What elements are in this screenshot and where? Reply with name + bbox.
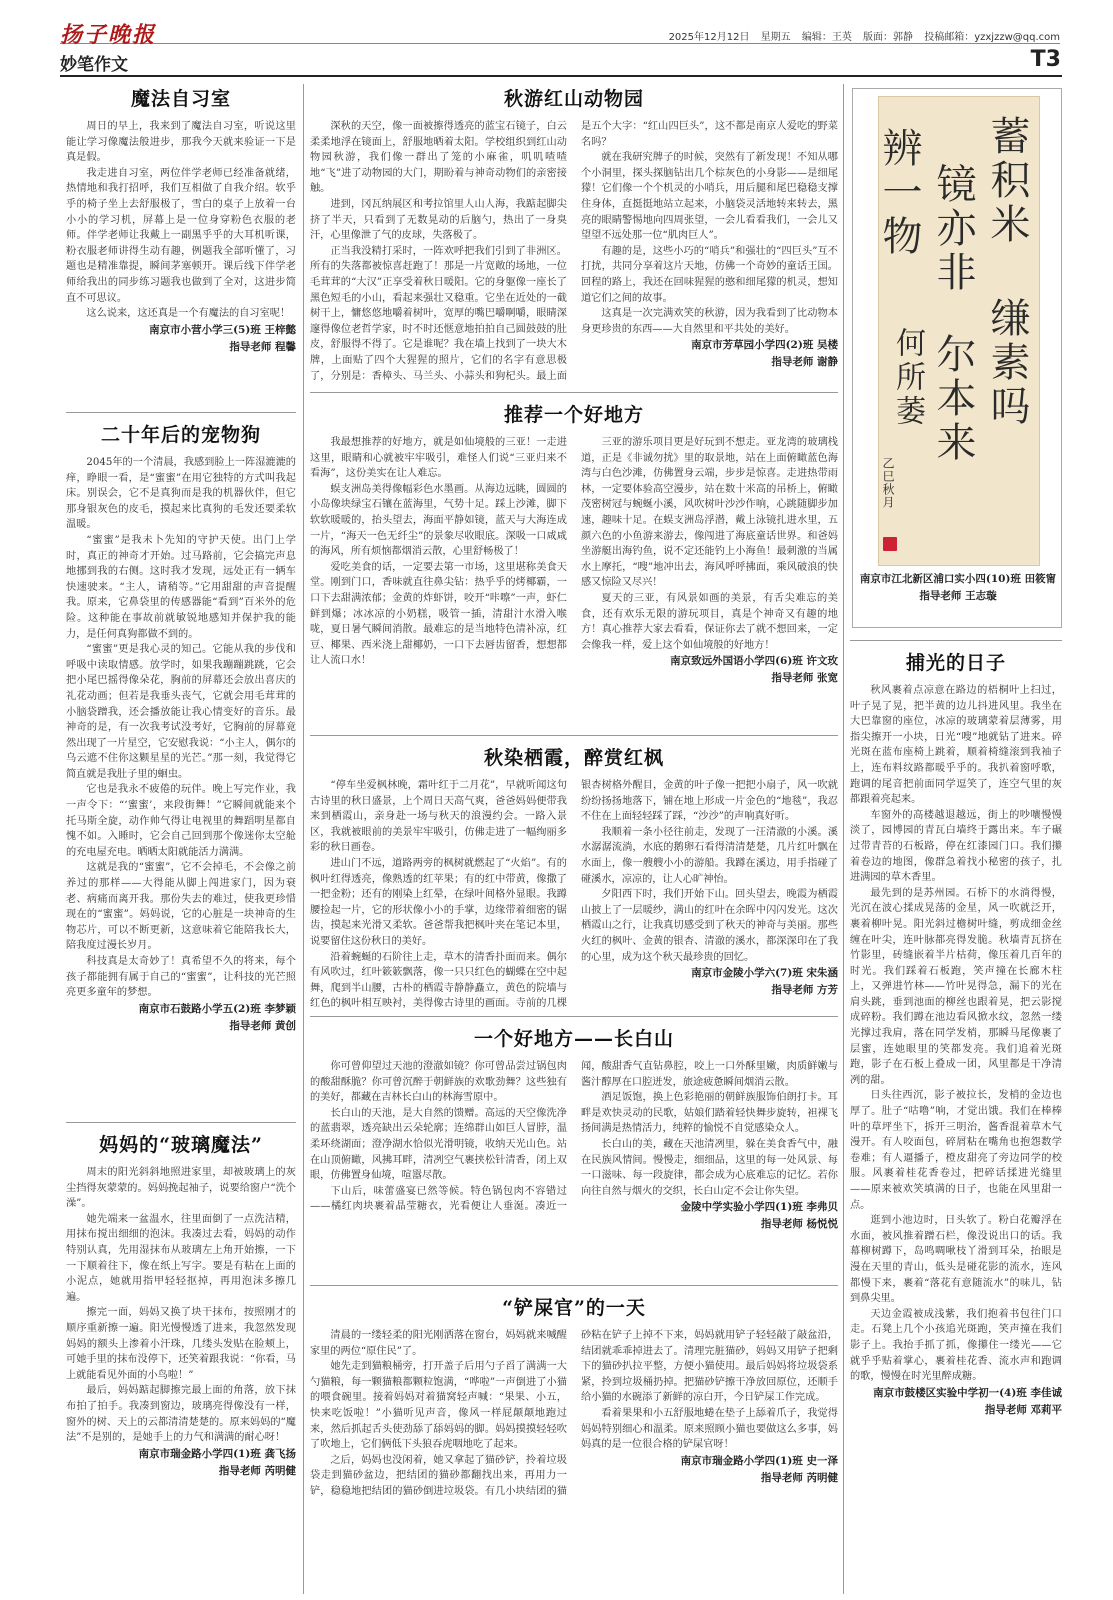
article-title: 妈妈的“玻璃魔法” (99, 1134, 263, 1156)
paragraph: 之后，妈妈也没闲着，她又拿起了猫砂铲，拎着垃圾袋走到猫砂盆边，把结团的猫砂都翻找出来，再用力一铲，稳稳地把结团的猫砂倒进垃圾袋。有几小块结团的猫砂粘在铲子上掉不下来，妈妈就用铲子轻轻敲了敲盆沿，结团就乖乖掉进去了。清理完脏猫砂，妈妈又用铲子把剩下的猫砂扒拉平整，方便小猫使用。最后妈妈将垃圾袋系紧，拎到垃圾桶扔掉。把猫砂铲擦干净放回原位，还顺手给小猫的水碗添了新鲜的凉白开，今日铲屎工作完成。 (310, 1330, 838, 1497)
paragraph: 这么说来，这还真是一个有魔法的自习室呢！ (86, 308, 291, 320)
article-body (66, 455, 296, 1001)
paragraph: 科技真是太奇妙了！真希望不久的将来，每个孩子都能拥有属于自己的“蜜蜜”，让科技的光芒照亮更多童年的梦想。 (66, 956, 296, 999)
paragraph: 日头往西沉，影子被拉长，发梢的金边也厚了。肚子“咕噜”响，才觉出饿。我们在棒棒叶的草坪坐下，拆开三明治，酱香混着草木气漫开。有人咬面包，碎屑粘在嘴角也抱怨数学卷难；有人逼播子，橙皮甜亮了旁边同学的校服。风裹着桂花香卷过，把碎话揉进光缝里——原来被欢笑填满的日子，也能在风里甜一点。 (850, 1090, 1062, 1211)
paragraph: 蜈支洲岛美得像幅彩色水墨画。从海边远眺，圆圆的小岛像块绿宝石镶在蓝海里，气势十足。踩上沙滩，脚下软软暖暖的，抬头望去，海面平静如镜，蓝天与大海连成一片，“海天一色无纤尘”的景象尽收眼底。深吸一口咸咸的海风，所有烦恼都烟消云散，心里舒畅极了！ (310, 483, 567, 558)
paragraph: “蜜蜜”更是我心灵的知己。它能从我的步伐和呼吸中读取情感。放学时，如果我蹦蹦跳跳，它会把小尾巴摇得像朵花，胸前的屏幕还会放出喜庆的礼花动画；但若是我垂头丧气，它就会用毛茸茸的小脑袋蹭我，还会播放能让我心情变好的音乐。最神奇的是，有一次我考试没考好，它胸前的屏幕竟然出现了一片星空，它安慰我说：“小主人，偶尔的乌云遮不住你这颗星星的光芒。”那一刻，我觉得它简直就是我肚子里的蛔虫。 (66, 644, 296, 780)
guide-teacher: 指导老师 程馨 (229, 340, 296, 353)
article-separator (310, 1016, 838, 1017)
paragraph: 最先到的是苏州园。石桥下的水淌得慢，光沉在波心揉成晃荡的金星，风一吹就泛开，裹着柳叶晃。阳光斜过檐树叶缝，剪成细金丝缠在叶尖，连叶脉都亮得发脆。秋墙青瓦挤在竹影里，砖缝嵌着半片枯荷，像压着几百年的时光。我们踩着石板跑，笑声撞在长廊木柱上，又弹进竹林——竹叶晃得急，漏下的光在肩头跳，垂到池面的柳丝也跟着晃，把云影搅成碎粉。我们蹲在池边看风掀水纹，忽然一缕光撑过我肩，落在同学发梢，那瞬马尾像裹了层蜜，连她眼里的笑都发亮。我们追着光斑跑，影子在石板上叠成一团，风里都是干净清冽的甜。 (850, 887, 1062, 1086)
article-title: 秋游红山动物园 (503, 88, 644, 110)
guide-teacher: 指导老师 芮明健 (760, 1471, 838, 1484)
article-body (66, 119, 296, 322)
article-separator (66, 412, 296, 413)
paragraph: 进到，冈瓦纳展区和考拉馆里人山人海，我踮起脚尖挤了半天，只看到了无数晃动的后脑勺，热出了一身臭汗，心里像泄了气的皮球，失落极了。 (310, 198, 567, 242)
article-hongshan-zoo (310, 84, 838, 388)
article-body (310, 778, 838, 1012)
paragraph: 看着果果和小五舒服地蜷在垫子上舔着爪子，我觉得妈妈特别细心和温柔。原来照顾小猫也要做这么多事，妈妈真的是一位很合格的铲屎官呀！ (581, 1407, 838, 1451)
paragraph: 她先端来一盆温水，往里面倒了一点洗洁精，用抹布搅出细细的泡沫。我凑过去看，妈妈的动作特别认真，先用湿抹布从玻璃左上角开始擦，一下一下顺着往下，像在纸上写字。要是有粘在上面的小泥点，她就用指甲轻轻抠掉，再用泡沫多擦几遍。 (66, 1213, 296, 1303)
article-body (850, 683, 1062, 1385)
paragraph: 逛到小池边时，日头软了。粉白花瓣浮在水面，被风推着蹭石栏，像没说出口的话。我幕柳树蹲下，岛鸣啁啾枝丫滑到耳朵，抬眼是漫在天里的青山，低头是碰花影的流水，连风都慢下来，裹着“落花有意随流水”的味儿，钻到鼻尖里。 (850, 1215, 1062, 1305)
article-title: 秋染栖霞，醉赏红枫 (483, 747, 664, 769)
paragraph: 酒足饭饱，换上色彩艳丽的朝鲜族服饰伯朗打卡。耳畔是欢快灵动的民歌，姑娘们踏着轻快舞步旋转，袒裸飞扬间满是热情活力，纯粹的愉悦不自觉感染众人。 (581, 1092, 838, 1135)
paragraph: 夕阳西下时，我们开始下山。回头望去，晚霞为栖霞山披上了一层暖纱，满山的红叶在余晖中闪闪发光。这次栖霞山之行，让我真切感受到了秋天的神奇与美丽。那些火红的枫叶、金黄的银杏、清澈的溪水，都深深印在了我的心里，成为这个秋天最珍贵的回忆。 (581, 889, 838, 963)
article-recommend-sanya (310, 400, 838, 731)
paragraph: “停车坐爱枫林晚，霜叶红于二月花”，早就听闻这句古诗里的秋日盛景，上个周日天高气爽，爸爸妈妈便带我来到栖霞山，亲身赴一场与秋天的浪漫约会。一路入景区，我就被眼前的美景牢牢吸引，仿佛走进了一幅绚丽多彩的秋日画卷。 (310, 780, 567, 854)
article-cat-keeper-day (310, 1293, 838, 1596)
calligraphy-column: 辨一物 (876, 127, 922, 259)
calligraphy-column: 尔本来 (930, 333, 976, 465)
article-qixia-red-maple (310, 743, 838, 1013)
author-school: 南京市小营小学三(5)班 王梓懿 (149, 323, 296, 336)
article-body (310, 435, 838, 687)
article-separator (66, 1122, 296, 1123)
calligraphy-column: 蓄积米 (984, 115, 1030, 247)
guide-teacher: 指导老师 邓莉平 (984, 1403, 1062, 1416)
paragraph: 进山门不远，道路两旁的枫树就燃起了“火焰”。有的枫叶红得透亮，像熟透的红苹果；有的红中带黄，像撒了一把金粉；还有的刚染上红晕，在绿叶间格外显眼。我蹲腰捡起一片，它的形状像小小的手掌，边缘带着细密的锯齿，摸起来光滑又柔软。爸爸帮我把枫叶夹在笔记本里，说要留住这份秋日的美好。 (310, 857, 567, 947)
article-title: 一个好地方——长白山 (473, 1028, 674, 1050)
issue-weekday: 星期五 (760, 32, 791, 43)
paragraph: 三亚的游乐项目更是好玩到不想走。亚龙湾的玻璃栈道，正是《非诚勿扰》里的取景地，站在上面俯瞰蓝色海湾与白色沙滩，仿佛置身云端，步步是惊喜。走进热带雨林，一定要体验高空漫步，站在数十米高的吊桥上，俯瞰茂密树冠与蜿蜒小溪，风吹树叶沙沙作响，心跳随脚步加速，趣味十足。在蜈支洲岛浮潜，戴上泳镜扎进水里，五颜六色的小鱼游来游去，像闯进了海底童话世界。和爸妈坐游艇出海钓鱼，说不定还能钓上小海鱼！最刺激的当属水上摩托，“嗖”地冲出去，海风呼呼拂面，乘风破浪的快感又惊险又尽兴！ (581, 437, 838, 589)
author-school: 南京市金陵小学六(7)班 宋朱涵 (691, 967, 838, 980)
article-title: 二十年后的宠物狗 (100, 424, 261, 446)
page-number: T3 (1030, 47, 1061, 72)
paragraph: 下山后，味蕾盛宴已然等候。特色锅包肉不容错过——橘红肉块裹着晶莹糖衣，光看便让人垂涎。凑近一闻，酸甜香气直钻鼻腔，咬上一口外酥里嫩，肉质鲜嫩与酱汁醇厚在口腔迸发，旅途疲惫瞬间烟消云散。 (310, 1061, 838, 1213)
paragraph: 我最想推荐的好地方，就是如仙境般的三亚！一走进这里，眼睛和心就被牢牢吸引，难怪人们说“三亚归来不看海”，这份美实在让人难忘。 (310, 437, 567, 480)
calligraphy-column: 缣素吗 (984, 297, 1030, 429)
calligraphy-artwork (852, 88, 1062, 628)
article-catching-light (850, 648, 1062, 1596)
article-body (66, 1165, 296, 1446)
paragraph: 有趣的是，这些小巧的“哨兵”和强壮的“四巨头”互不打扰，共同分享着这片天地，仿佛一个奇妙的童话王国。回程的路上，我还在回味猩猩的憨和细尾獴的机灵，想知道它们之间的故事。 (581, 245, 838, 304)
paragraph: 正当我没精打采时，一阵欢呼把我们引到了非洲区。所有的失落都被惊喜赶跑了！那是一片宽敞的场地，一位毛茸茸的“大汉”正享受着秋日暖阳。它的身躯像一座长了黑色短毛的小山，看起来强壮又稳重。它坐在近处的一截树干上，慵悠悠地嚼着树叶，宽厚的嘴巴嚼啊嚼，眼睛深邃得像位老哲学家，时不时还惬意地拍拍自己圆鼓鼓的肚皮，舒服得不得了。它是谁呢？我在墙上找到了一块大木牌，上面贴了四个大猩猩的照片，它们的名字有意思极了，分别是：香樟头、马兰头、小蒜头和狗杞头。最上面是五个大字：“红山四巨头”，这不都是南京人爱吃的野菜名吗？ (310, 121, 838, 382)
calligraphy-caption (853, 571, 1063, 605)
author-school: 南京市瑞金路小学四(1)班 龚飞扬 (138, 1447, 296, 1460)
paragraph: 她先走到猫粮桶旁，打开盖子后用勺子舀了满满一大勺猫粮，每一颗猫粮都颗粒饱满，“哗啦”一声倒进了小猫的喂食碗里。接着妈妈对着猫窝轻声喊：“果果、小五，快来吃饭啦！”小猫听见声音，像风一样屁颠颠地跑过来，然后抓起舌头使劲舔了舔妈妈的脚。妈妈摸摸轻轻吹了吹地上，它们俩低下头狼吞虎咽地吃了起来。 (310, 1361, 567, 1451)
guide-teacher: 指导老师 方芳 (771, 984, 838, 997)
paragraph: 它也是我永不疲倦的玩伴。晚上写完作业，我一声令下：“‘蜜蜜’，来段街舞！”它瞬间就能来个托马斯全旋，动作帅气得让电视里的舞蹈明星都自愧不如。入睡时，它会自己回到那个像迷你太空舱的充电屋充电。晒晒太阳就能活力满满。 (66, 784, 296, 858)
section-title: 妙笔作文 (60, 55, 128, 75)
paragraph: 擦完一面，妈妈又换了块干抹布，按照刚才的顺序重新擦一遍。阳光慢慢透了进来，我忽然发现妈妈的额头上渗着小汗珠，几缕头发贴在脸颊上，可她手里的抹布没停下，还笑着跟我说：“你看，马上就能看见外面的小鸟啦！” (66, 1307, 296, 1381)
paragraph: 长白山的天池，是大自然的馈赠。高远的天空像洗净的蓝翡翠，透亮缺出云朵轮廓；连绵群山如巨人冒脖，温柔环绕湖面；澄净湖水恰似光滑明镜，收纳天光山色。站在山顶俯瞰，风拂耳畔，清冽空气裹挟松针清香，闭上双眼，仿佛置身仙境，喧嚣尽散。 (310, 1107, 567, 1182)
paragraph: 长白山的美，藏在天池清冽里，躲在美食香气中，融在民族风情间。慢慢走，细细品，这里的每一处风景、每一口滋味、每一段旋律，都会成为心底难忘的记忆。若你向往自然与烟火的交织，长白山定不会让你失望。 (581, 1138, 838, 1197)
header-rule (60, 75, 1062, 77)
masthead (60, 18, 1060, 48)
calligraphy-scroll (878, 96, 1040, 566)
newspaper-logo: 扬子晚报 (60, 22, 157, 48)
paragraph: 最后，妈妈踮起脚擦完最上面的角落，放下抹布拍了拍手。我凑到窗边，玻璃亮得像没有一样，窗外的树、天上的云都清清楚楚的。原来妈妈的“魔法”不是别的，是她手上的力气和满满的耐心呀！ (66, 1385, 296, 1444)
article-separator (850, 640, 1062, 641)
article-changbai-mountain (310, 1024, 838, 1282)
paragraph: 车窗外的高楼越退越远，街上的吵嚷慢慢淡了，园博园的青瓦白墙终于露出来。车子碾过带青苔的石板路，停在红漆园门口。我们攥着卷边的地图，像群急着找小秘密的孩子，扎进满园的草木香里。 (850, 809, 1062, 884)
editor-credit: 编辑：王英 (801, 32, 852, 43)
article-separator (310, 392, 838, 393)
author-school: 南京市石鼓路小学五(2)班 李梦颖 (138, 1002, 296, 1015)
paragraph: 2045年的一个清晨，我感到脸上一阵湿漉漉的痒，睁眼一看，是“蜜蜜”在用它独特的方式叫我起床。别误会，它不是真狗而是我的机器伙伴，但它那身银灰色的皮毛，摸起来比真狗的毛发还要柔软温暖。 (66, 457, 296, 531)
author-school: 南京致远外国语小学四(6)班 许文玫 (670, 655, 838, 668)
guide-teacher: 指导老师 王志璇 (919, 590, 997, 602)
paragraph: 沿着蜿蜒的石阶往上走，草木的清香扑面而来。偶尔有风吹过，红叶簌簌飘落，像一只只红色的蝴蝶在空中起舞，爬到半山腰，古朴的栖霞寺静静矗立，黄色的院墙与红色的枫叶相互映衬，美得像古诗里的画面。寺前的几棵银杏树格外醒目，金黄的叶子像一把把小扇子，风一吹就纷纷扬扬地落下，铺在地上形成一片金色的“地毯”，我忍不住在上面轻轻踩了踩，“沙沙”的声响真好听。 (310, 780, 838, 1010)
column-divider (843, 84, 844, 1594)
paragraph: 就在我研究牌子的时候，突然有了新发现！不知从哪个小洞里，探头探脑钻出几个棕灰色的小身影——是细尾獴！它们像一个个机灵的小哨兵，用后腿和尾巴稳稳支撑住身体，直挺挺地站立起来，小脑袋灵活地转来转去，黑亮的眼睛警惕地向四周张望，一会儿看看我们，一会儿又望望不远处那一位“肌肉巨人”。 (581, 152, 838, 242)
author-school: 南京市鼓楼区实验中学初一(4)班 李佳诚 (873, 1386, 1062, 1399)
masthead-meta (661, 28, 1060, 43)
author-school: 南京市江北新区浦口实小四(10)班 田筱甯 (859, 573, 1057, 585)
article-body (310, 1328, 838, 1500)
calligraphy-inscription: 乙巳秋月 (881, 457, 895, 509)
paragraph: 这真是一次完满欢笑的秋游，因为我看到了比动物本身更珍贵的东西——大自然里和平共处的美好。 (581, 308, 838, 335)
paragraph: 这就是我的“蜜蜜”，它不会掉毛，不会像之前养过的那样——大得能从脚上闯进家门，因为衰老、病痛而离开我。那份失去的难过，使我更珍惜现在的“蜜蜜”。妈妈说，它的心脏是一块神奇的生物芯片，可以不断更新，这意味着它能陪我长大，陪我度过漫长岁月。 (66, 862, 296, 952)
author-school: 南京市瑞金路小学四(1)班 史一泽 (680, 1454, 838, 1467)
article-title: 推荐一个好地方 (503, 404, 644, 426)
article-mom-glass-magic (66, 1130, 296, 1596)
paragraph: 我顺着一条小径往前走，发现了一汪清澈的小溪。溪水潺潺流淌，水底的鹅卵石看得清清楚楚，几片红叶飘在水面上，像一艘艘小小的游船。我蹲在溪边，用手指碰了碰溪水，凉凉的，让人心旷神怡。 (581, 826, 838, 885)
paragraph: “蜜蜜”是我未卜先知的守护天使。出门上学时，真正的神奇才开始。过马路前，它会搞完声息地挪到我的右侧。这时我才发现，远处正有一辆车快速驶来。“主人，请稍等。”它用甜甜的声音提醒我。原来，它鼻袋里的传感器能“看到”百米外的危险。这种能在事故前就敏锐地感知并保护我的能力，是任何真狗都做不到的。 (66, 534, 296, 640)
paragraph: 周日的早上，我来到了魔法自习室，听说这里能让学习像魔法般进步，那我今天就来验证一下是真是假。 (66, 121, 296, 164)
article-body (310, 1059, 838, 1233)
submission-email[interactable]: 投稿邮箱：yzxjzzw@qq.com (924, 32, 1060, 43)
guide-teacher: 指导老师 黄创 (229, 1019, 296, 1032)
paragraph: 秋风裹着点凉意在路边的梧桐叶上扫过，叶子晃了晃，把半黄的边儿抖进风里。我坐在大巴靠窗的座位，冰凉的玻璃蒙着层薄雾，用指尖擦开一小块，日光“嗖”地就钻了进来。碎光斑在蓝布座椅上跳着，顺着椅缝滚到我袖子上，连布料纹路都暖乎乎的。我扒着窗呼歌，跑调的尾音把前面同学逗笑了，连空气里的灰都跟着亮起来。 (850, 685, 1062, 806)
seal-stamp (883, 537, 897, 551)
article-future-pet-dog (66, 420, 296, 1118)
paragraph: 周末的阳光斜斜地照进家里，却被玻璃上的灰尘挡得灰蒙蒙的。妈妈挽起袖子，说要给窗户“洗个澡”。 (66, 1167, 296, 1210)
column-divider (303, 84, 304, 1594)
layout-credit: 版面：郭静 (863, 32, 914, 43)
paragraph: 你可曾仰望过天池的澄澈如镜？你可曾品尝过锅包肉的酸甜酥脆？你可曾沉醉于朝鲜族的欢歌劲舞？这些独有的美好，都藏在吉林长白山的林海雪原中。 (310, 1061, 567, 1104)
paragraph: 深秋的天空，像一面被擦得透亮的蓝宝石镜子，白云柔柔地浮在镜面上，舒服地晒着太阳。学校组织到红山动物园秋游，我们像一群出了笼的小麻雀，叽叽喳喳地“飞”进了动物园的大门，期盼着与神奇动物们的亲密接触。 (310, 121, 567, 195)
article-title: “铲屎官”的一天 (502, 1297, 646, 1319)
paragraph: 夏天的三亚，有风景如画的美景，有舌尖难忘的美食，还有欢乐无限的游玩项目，真是个神奇又有趣的地方！真心推荐大家去看看，保证你去了就不想回来，一定会像我一样，爱上这个如仙境般的好地方！ (581, 592, 838, 651)
article-body (310, 119, 838, 384)
guide-teacher: 指导老师 谢静 (771, 356, 838, 369)
guide-teacher: 指导老师 芮明健 (218, 1464, 296, 1477)
paragraph: 爱吃美食的话，一定要去第一市场，这里堪称美食天堂。刚到门口，香味就直往鼻尖钻：热乎乎的烤椰霸，一口下去甜满浓郁；金黄的炸虾饼，咬开“咔嚓”一声，虾仁鲜到爆；冰冰凉的小奶糕，吸管一插，清甜汁水滑入喉咙，夏日暑气瞬间消散。最难忘的是当地特色清补凉，红豆、椰果、西米浇上甜椰奶，一口下去唇齿留香，想想都让人流口水！ (310, 561, 567, 667)
paragraph: 清晨的一缕轻柔的阳光刚洒落在窗台，妈妈就来喊醒家里的两位“原住民”了。 (310, 1330, 567, 1357)
article-magic-study-room (66, 84, 296, 410)
paragraph: 天边金霞被成浅紫，我们抱着书包往门口走。石凳上几个小孩追光斑跑，笑声撞在我们影子上。我抬手抓了抓，像攥住一缕光——它就乎乎贴着掌心，裹着桂花香、流水声和跑调的歌，慢慢在时光里醉成糖。 (850, 1308, 1062, 1383)
article-title: 魔法自习室 (130, 88, 231, 110)
author-school: 金陵中学实验小学四(1)班 李弗贝 (680, 1201, 838, 1214)
article-title: 捕光的日子 (905, 652, 1006, 674)
guide-teacher: 指导老师 张宽 (771, 672, 838, 685)
guide-teacher: 指导老师 杨悦悦 (760, 1218, 838, 1231)
article-separator (310, 1285, 838, 1286)
calligraphy-column: 何所萎 (890, 327, 925, 429)
calligraphy-column: 镜亦非 (930, 163, 976, 295)
author-school: 南京市芳草园小学四(2)班 吴楼 (691, 339, 838, 352)
paragraph: 我走进自习室，两位伴学老师已经准备就绪，热情地和我打招呼，我们互相做了自我介绍。软乎乎的椅子坐上去舒服极了，雪白的桌子上放着一台小小的学习机，屏幕上是一位身穿粉色衣服的老师。伴学老师让我戴上一副黑乎乎的大耳机听课，粉衣服老师讲得生动有趣，例题我全部听懂了，习题也是精准靠提，瞬间茅塞顿开。课后线下伴学老师给我出的同步练习题我也做到了全对，这进步简直不可思议。 (66, 167, 296, 304)
issue-date: 2025年12月12日 (668, 32, 750, 43)
article-separator (310, 735, 838, 736)
